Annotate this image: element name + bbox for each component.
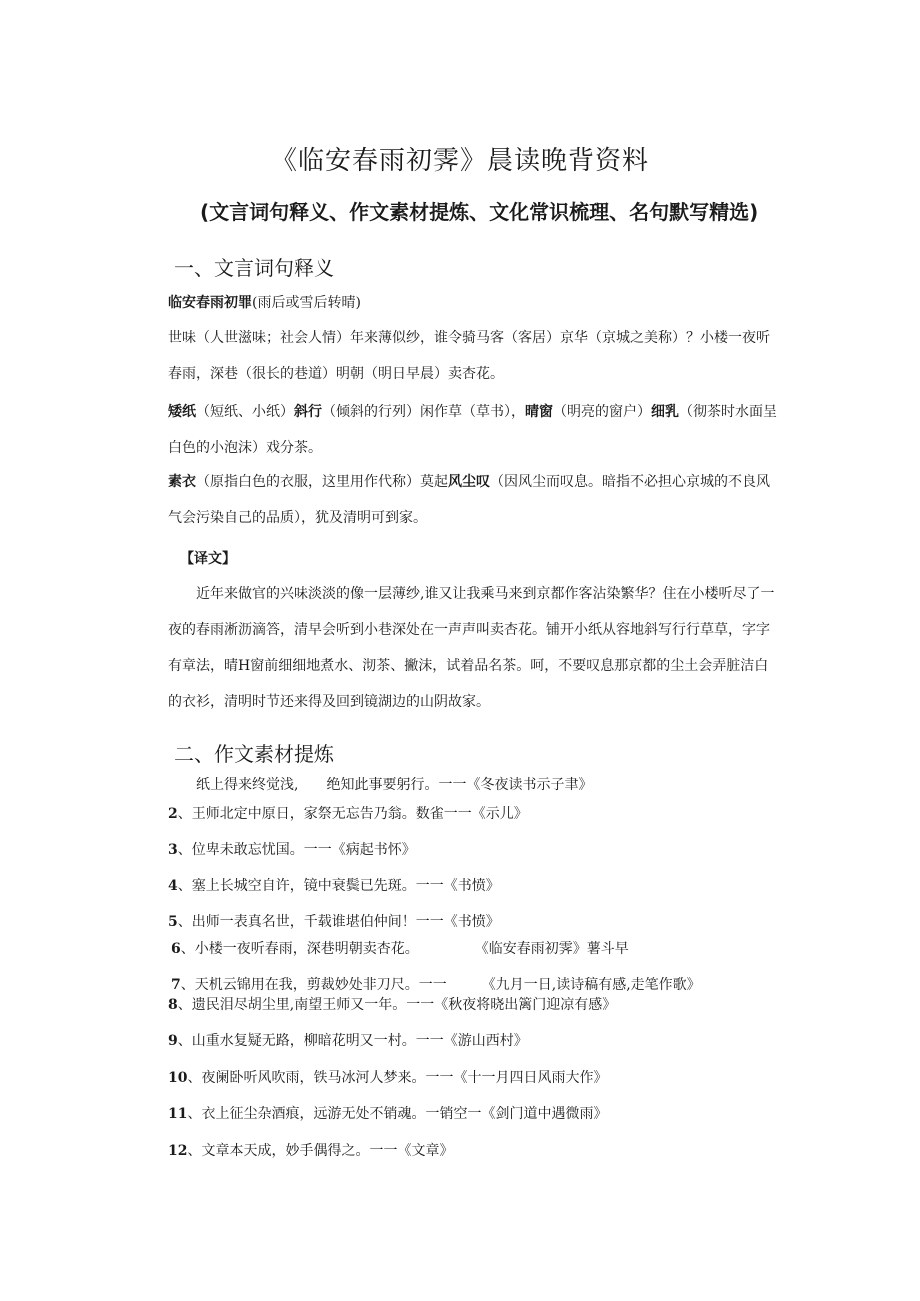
term-note: （彻茶时水面呈白色的小泡沫）戏分茶。 xyxy=(168,404,777,456)
item-number: 2 xyxy=(168,806,178,822)
item-number: 8 xyxy=(168,997,178,1013)
item-number: 9 xyxy=(168,1033,178,1049)
item-text: 纸上得来终觉浅, 绝知此事要躬行。一一《冬夜读书示子聿》 xyxy=(196,777,593,793)
poem-annotated-line-2 xyxy=(168,394,782,466)
poem-title: 临安春雨初罪 xyxy=(168,295,252,311)
item-text: 、小楼一夜听春雨，深巷明朝卖杏花。 《临安春雨初霁》薯斗早 xyxy=(180,941,629,957)
translation-label: 【译文】 xyxy=(180,551,236,567)
item-text: 、文章本天成，妙手偶得之。一一《文章》 xyxy=(187,1143,454,1159)
poem-annotated-line-1: 世味（人世滋味；社会人情）年来薄似纱，谁令骑马客（客居）京华（京城之美称）？小楼一夜听春雨，深巷（很长的巷道）明朝（明日早晨）卖杏花。 xyxy=(168,330,770,382)
term-note: （原指白色的衣服，这里用作代称）莫起 xyxy=(196,474,448,490)
list-item xyxy=(171,938,629,958)
list-item xyxy=(168,875,500,895)
item-number: 6 xyxy=(171,941,181,957)
list-item xyxy=(168,911,500,931)
list-item xyxy=(168,803,528,823)
item-text: 、出师一表真名世，千载谁堪伯仲间！一一《书愤》 xyxy=(177,914,500,930)
item-number: 12 xyxy=(168,1143,188,1159)
item-text: 、塞上长城空自许，镜中衰鬓已先斑。一一《书愤》 xyxy=(177,878,500,894)
poem-annotated-line-3 xyxy=(168,464,782,536)
item-text: 、王师北定中原日，家祭无忘告乃翁。数雀一一《示儿》 xyxy=(177,806,528,822)
term: 矮纸 xyxy=(168,404,196,420)
term-note: （短纸、小纸） xyxy=(196,404,294,420)
list-item xyxy=(168,1067,607,1087)
term: 细乳 xyxy=(651,404,679,420)
term-note: （倾斜的行列）闲作草（草书）， xyxy=(322,404,525,420)
term: 斜行 xyxy=(294,404,322,420)
section-heading-1: 一、文言词句释义 xyxy=(174,256,334,280)
list-item xyxy=(171,974,701,994)
list-item xyxy=(168,994,616,1014)
term: 晴窗 xyxy=(525,404,553,420)
item-number: 3 xyxy=(168,842,178,858)
list-item xyxy=(168,839,416,859)
term-note: （明亮的窗户） xyxy=(553,404,651,420)
item-text: 、山重水复疑无路，柳暗花明又一村。一一《游山西村》 xyxy=(177,1033,528,1049)
item-text: 、衣上征尘杂酒痕，远游无处不销魂。一销空一《剑门道中遇微雨》 xyxy=(187,1106,608,1122)
list-item xyxy=(168,1030,528,1050)
item-text: 、遗民泪尽胡尘里,南望王师又一年。一一《秋夜将晓出篱门迎凉有感》 xyxy=(177,997,617,1013)
item-text: 、夜阑卧听风吹雨，铁马冰河人梦来。一一《十一月四日风雨大作》 xyxy=(187,1070,608,1086)
poem-title-note: (雨后或雪后转晴) xyxy=(252,295,361,311)
item-text: 、位卑未敢忘忧国。一一《病起书怀》 xyxy=(177,842,416,858)
list-item xyxy=(196,774,592,794)
item-number: 7 xyxy=(171,977,181,993)
list-item xyxy=(168,1140,453,1160)
term-note: （因风尘而叹息。暗指不必担心京城的不良风气会污染自己的品质），犹及清明可到家。 xyxy=(168,474,770,526)
document-subtitle: (文言词句释义、作文素材提炼、文化常识梳理、名句默写精选) xyxy=(200,200,759,224)
item-text: 、天机云锦用在我，剪裁妙处非刀尺。一一 《九月一日,读诗稿有感,走笔作歌》 xyxy=(180,977,701,993)
item-number: 4 xyxy=(168,878,178,894)
document-title: 《临安春雨初霁》晨读晚背资料 xyxy=(270,146,649,176)
list-item xyxy=(168,1103,607,1123)
section-heading-2: 二、作文素材提炼 xyxy=(174,742,334,766)
poem-title-line xyxy=(168,292,361,312)
translation-text: 近年来做官的兴味淡淡的像一层薄纱,谁又让我乘马来到京都作客沾染繁华？住在小楼听尽了一夜的春雨淅沥滴答，清早会听到小巷深处在一声声叫卖杏花。铺开小纸从容地斜写行行草草，字字有章法，晴H窗前细细地煮水、沏茶、撇沫，试着品名茶。呵，不要叹息那京都的尘土会弄脏洁白的衣衫，清明时节还来得及回到镜湖边的山阴故家。 xyxy=(168,586,775,710)
item-number: 11 xyxy=(168,1106,188,1122)
item-number: 10 xyxy=(168,1070,188,1086)
term: 素衣 xyxy=(168,474,196,490)
item-number: 5 xyxy=(168,914,178,930)
term: 风尘叹 xyxy=(448,474,490,490)
